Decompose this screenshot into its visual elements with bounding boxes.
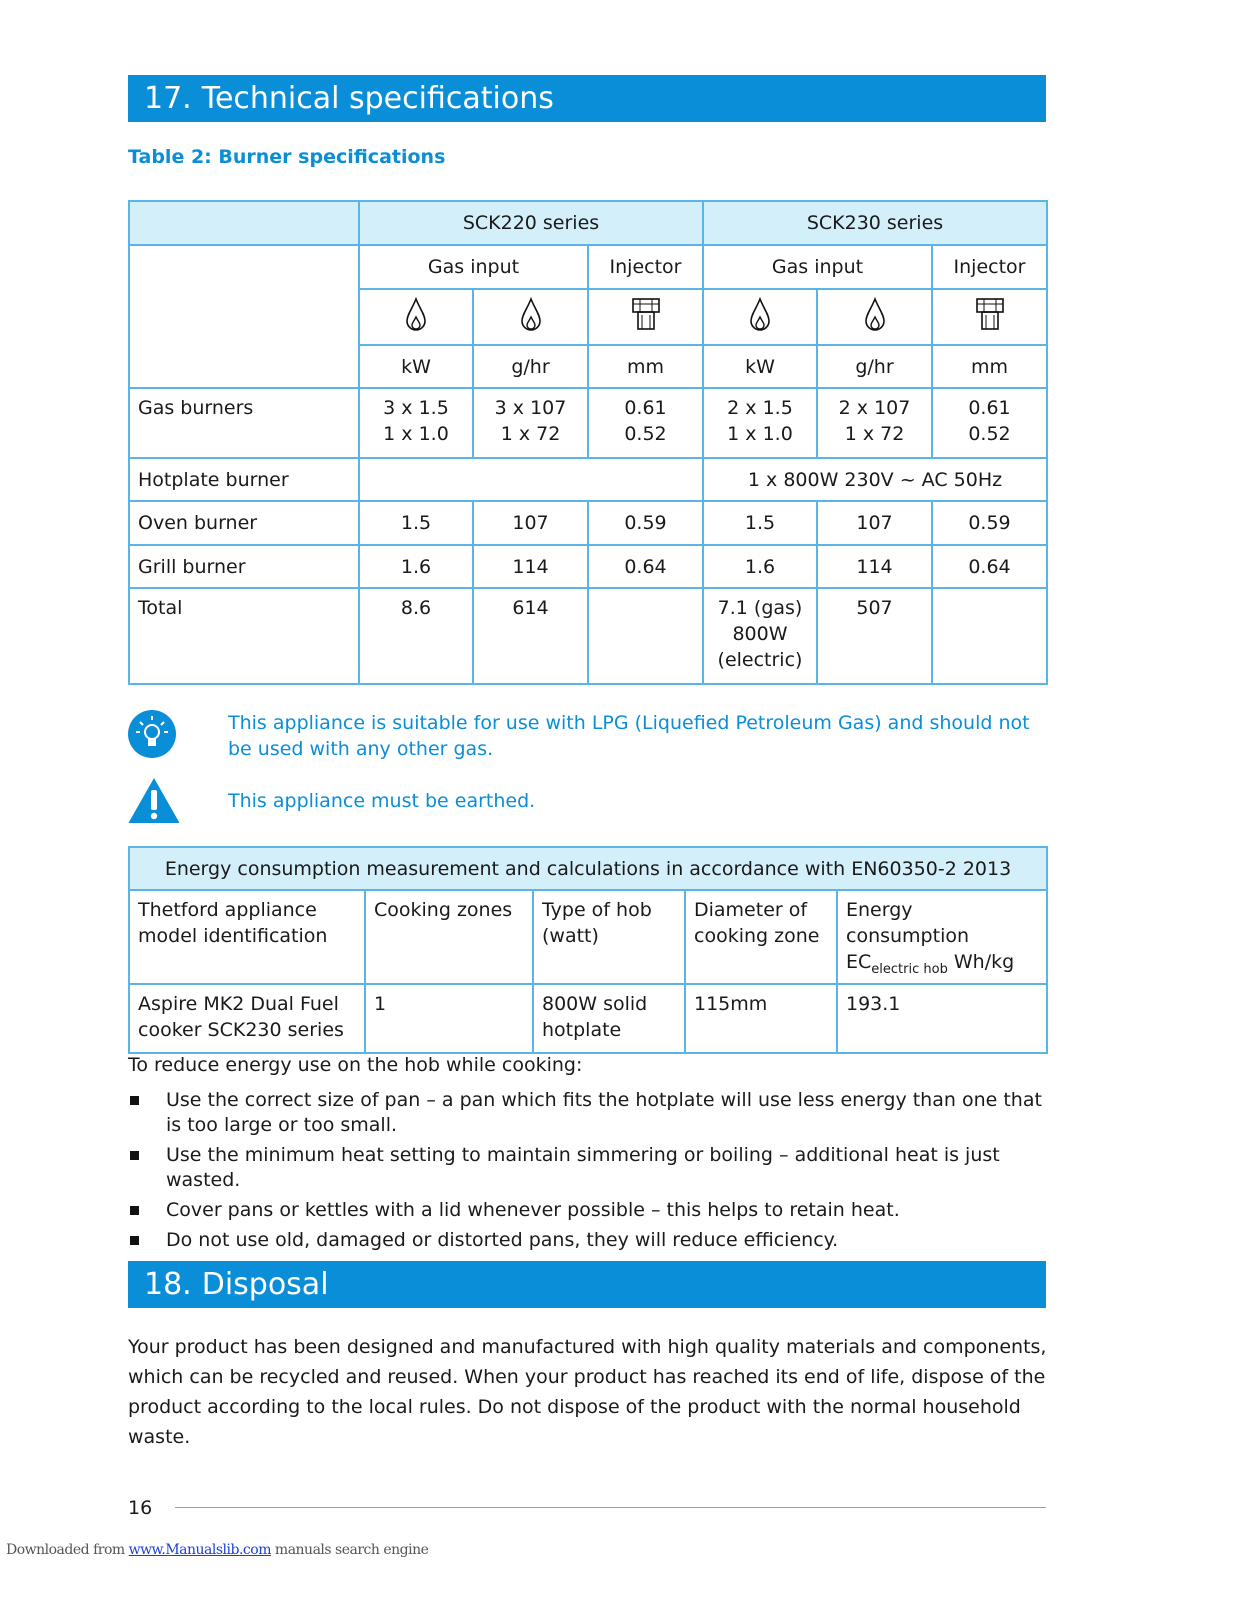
col-header: Thetford appliance model identification [129, 890, 365, 984]
flame-icon [748, 314, 772, 336]
section-17-heading [128, 75, 1046, 122]
list-item: Cover pans or kettles with a lid whenever possible – this helps to retain heat. [128, 1198, 1048, 1223]
series-header: SCK230 series [703, 201, 1047, 245]
table-caption: Table 2: Burner specifications [128, 146, 446, 168]
group-header: Gas input [359, 245, 588, 289]
manualslib-link[interactable]: www.Manualslib.com [128, 1542, 271, 1558]
cell: 115mm [685, 984, 837, 1053]
cell: 0.59 [588, 501, 703, 545]
list-item: Do not use old, damaged or distorted pans, they will reduce efficiency. [128, 1228, 1048, 1253]
energy-table-title: Energy consumption measurement and calculations in accordance with EN60350-2 2013 [129, 847, 1047, 890]
section-number: 17. [144, 81, 192, 116]
cell: 800W solid hotplate [533, 984, 685, 1053]
table-row [129, 501, 1047, 545]
warning-icon [127, 776, 181, 824]
row-label: Oven burner [129, 501, 359, 545]
flame-icon-cell [703, 289, 817, 345]
cell-line: (electric) [717, 649, 803, 671]
cell [588, 388, 703, 458]
cell-line: 1 x 72 [500, 423, 561, 445]
cell: 8.6 [359, 588, 473, 684]
row-label: Hotplate burner [129, 458, 359, 501]
section-title: Disposal [201, 1267, 329, 1302]
injector-icon-cell [588, 289, 703, 345]
cell-line: 3 x 1.5 [383, 397, 449, 419]
cell-line: 1 x 1.0 [383, 423, 449, 445]
col-header: Type of hob (watt) [533, 890, 685, 984]
cell [473, 388, 588, 458]
section-title: Technical specifications [201, 81, 554, 116]
unit-cell: g/hr [817, 345, 932, 388]
cell-line: 0.52 [968, 423, 1011, 445]
unit-cell: kW [703, 345, 817, 388]
cell [817, 388, 932, 458]
lightbulb-tip-icon [128, 710, 178, 760]
cell [703, 588, 817, 684]
cell-line: 0.61 [968, 397, 1011, 419]
cell: 114 [817, 545, 932, 588]
flame-icon [404, 314, 428, 336]
col-header: Diameter of cooking zone [685, 890, 837, 984]
series-header: SCK220 series [359, 201, 703, 245]
injector-icon [975, 314, 1005, 336]
disposal-text: Your product has been designed and manufactured with high quality materials and components, which can be recycled and reused. When your product has reached its end of life, dispose of the product according to the local rules. Do not dispose of the product with the normal household waste. [128, 1336, 1047, 1448]
table-row [129, 545, 1047, 588]
cell-line: 1 x 1.0 [727, 423, 793, 445]
injector-icon [631, 314, 661, 336]
download-suffix: manuals search engine [270, 1542, 429, 1558]
flame-icon-cell [473, 289, 588, 345]
list-item: Use the correct size of pan – a pan which fits the hotplate will use less energy than one that is too large or too small. [128, 1088, 1048, 1138]
table-row [129, 388, 1047, 458]
tips-list [128, 1088, 1048, 1258]
tips-intro: To reduce energy use on the hob while cooking: [128, 1054, 583, 1076]
page-number: 16 [128, 1497, 153, 1519]
cell: 0.64 [588, 545, 703, 588]
row-label: Grill burner [129, 545, 359, 588]
col-header-text: Energy consumption [846, 899, 970, 947]
cell [932, 388, 1047, 458]
footer-rule [175, 1507, 1046, 1508]
lpg-note: This appliance is suitable for use with LPG (Liquefied Petroleum Gas) and should not be used with any other gas. [228, 712, 1030, 760]
row-label: Gas burners [129, 388, 359, 458]
ec-label: EC [846, 951, 872, 973]
cell: 114 [473, 545, 588, 588]
injector-icon-cell [932, 289, 1047, 345]
unit-cell: g/hr [473, 345, 588, 388]
burner-spec-table [128, 200, 1048, 685]
cell: 193.1 [837, 984, 1047, 1053]
col-header [837, 890, 1047, 984]
cell [588, 588, 703, 684]
cell: 107 [817, 501, 932, 545]
ec-unit: Wh/kg [947, 951, 1015, 973]
flame-icon [519, 314, 543, 336]
earth-note: This appliance must be earthed. [228, 790, 536, 812]
row-label: Total [129, 588, 359, 684]
flame-icon-cell [359, 289, 473, 345]
unit-cell: kW [359, 345, 473, 388]
unit-cell: mm [588, 345, 703, 388]
cell [932, 588, 1047, 684]
section-18-heading [128, 1261, 1046, 1308]
cell-line: 2 x 1.5 [727, 397, 793, 419]
section-number: 18. [144, 1267, 192, 1302]
table-row [129, 588, 1047, 684]
cell: 507 [817, 588, 932, 684]
group-header: Injector [932, 245, 1047, 289]
cell: 1.5 [703, 501, 817, 545]
group-header: Gas input [703, 245, 932, 289]
col-header: Cooking zones [365, 890, 533, 984]
table-row [129, 458, 1047, 501]
cell-line: 0.61 [624, 397, 667, 419]
cell-line: 2 x 107 [838, 397, 911, 419]
cell-line: 0.52 [624, 423, 667, 445]
cell: 1 [365, 984, 533, 1053]
group-header: Injector [588, 245, 703, 289]
corner-cell [129, 201, 359, 245]
download-notice [6, 1542, 428, 1558]
blank-cell [129, 245, 359, 388]
cell-line: 3 x 107 [494, 397, 567, 419]
ec-subscript: electric hob [871, 961, 948, 977]
cell-line: 7.1 (gas) [717, 597, 803, 619]
cell: 0.59 [932, 501, 1047, 545]
cell-line: 1 x 72 [844, 423, 905, 445]
cell [703, 388, 817, 458]
cell: 1.6 [359, 545, 473, 588]
cell: 1.6 [703, 545, 817, 588]
empty-cell [359, 458, 703, 501]
list-item: Use the minimum heat setting to maintain simmering or boiling – additional heat is just wasted. [128, 1143, 1048, 1193]
hotplate-spec: 1 x 800W 230V ~ AC 50Hz [703, 458, 1047, 501]
download-prefix: Downloaded from [6, 1542, 129, 1558]
cell: 107 [473, 501, 588, 545]
cell: 0.64 [932, 545, 1047, 588]
unit-cell: mm [932, 345, 1047, 388]
flame-icon [863, 314, 887, 336]
flame-icon-cell [817, 289, 932, 345]
cell-line: 800W [732, 623, 788, 645]
energy-table [128, 846, 1048, 1054]
cell [359, 388, 473, 458]
cell: 1.5 [359, 501, 473, 545]
cell: 614 [473, 588, 588, 684]
cell: Aspire MK2 Dual Fuel cooker SCK230 series [129, 984, 365, 1053]
